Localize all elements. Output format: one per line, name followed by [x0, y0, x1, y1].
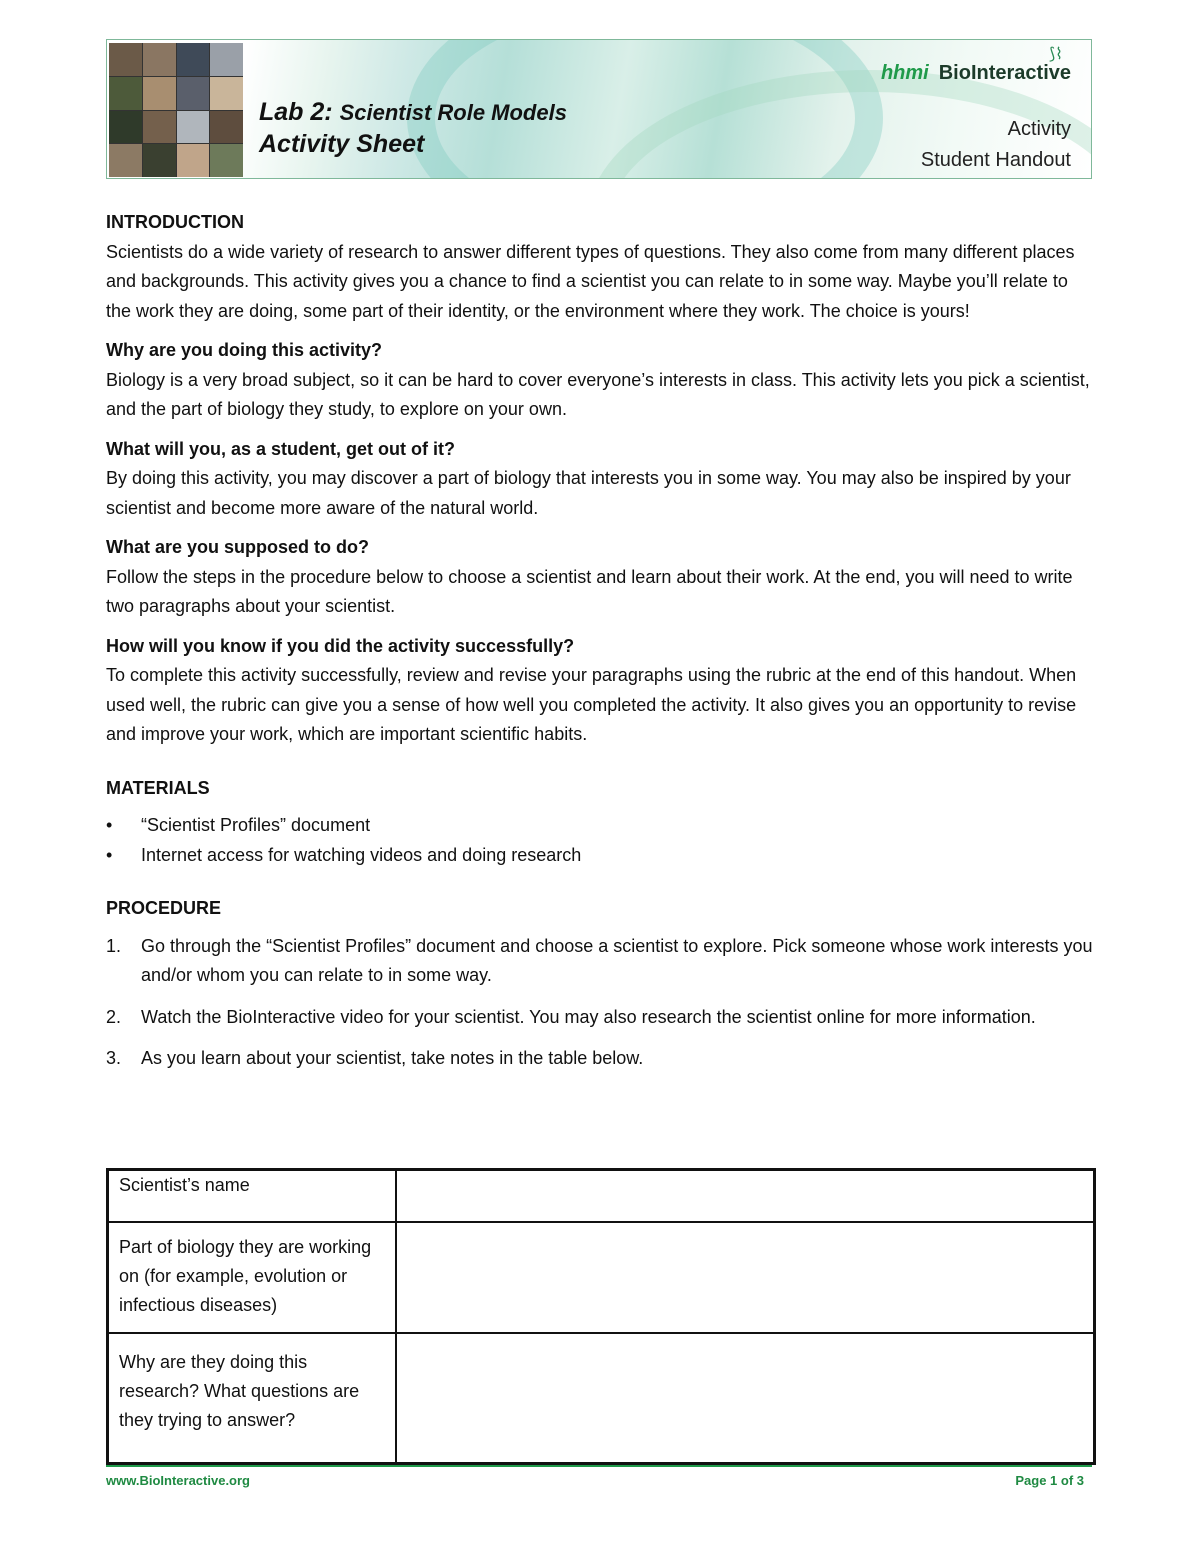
introduction-text: Scientists do a wide variety of research to answer different types of questions. They also come from many different places and backgrounds. This activity gives you a chance to find a scientist you can relate to in some way. Maybe you’ll relate to the work they are doing, some part of their identity, or the environment where they work. The choice is yours! — [106, 241, 1075, 321]
list-item — [106, 841, 1096, 871]
introduction-section — [106, 208, 1096, 326]
question-section — [106, 336, 1096, 425]
material-text: “Scientist Profiles” document — [141, 815, 371, 835]
gecko-logo-icon: ⟆⌇ — [1048, 46, 1063, 63]
question-section — [106, 533, 1096, 622]
document-type — [921, 114, 1071, 176]
brand-biointeractive: BioInteractive — [938, 62, 1071, 84]
question-heading: Why are you doing this activity? — [106, 340, 383, 360]
brand-hhmi: hhmi — [880, 62, 929, 84]
question-answer: Follow the steps in the procedure below to choose a scientist and learn about their work. At the end, you will need to write two paragraphs about your scientist. — [106, 566, 1073, 616]
step-number: 2. — [106, 1006, 122, 1027]
table-label-cell: Scientist’s name — [108, 1170, 396, 1222]
step-text: Watch the BioInteractive video for your scientist. You may also research the scientist online for more information. — [141, 1006, 1036, 1027]
question-answer: Biology is a very broad subject, so it can be hard to cover everyone’s interests in class. This activity lets you pick a scientist, and the part of biology they study, to explore on your own. — [106, 369, 1090, 419]
question-answer: To complete this activity successfully, review and revise your paragraphs using the rubric at the end of this handout. When used well, the rubric can give you a sense of how well you completed the activity. It also gives you an opportunity to revise and improve your work, which are important scientific habits. — [106, 665, 1077, 744]
question-section — [106, 435, 1096, 524]
table-row — [108, 1170, 1095, 1222]
table-row — [108, 1222, 1095, 1333]
step-text: As you learn about your scientist, take notes in the table below. — [141, 1048, 644, 1068]
list-item — [106, 811, 1096, 841]
question-heading: What are you supposed to do? — [106, 537, 370, 557]
table-answer-cell[interactable] — [396, 1170, 1095, 1222]
document-type-line2: Student Handout — [920, 149, 1071, 171]
question-heading: How will you know if you did the activity successfully? — [106, 635, 575, 656]
step-number: 1. — [106, 935, 122, 956]
bullet-icon: • — [106, 815, 113, 835]
scientist-photo-collage — [109, 43, 243, 177]
header-banner — [106, 39, 1092, 179]
page-number: Page 1 of 3 — [1015, 1473, 1084, 1488]
table-label-cell: Why are they doing this research? What questions are they trying to answer? — [108, 1333, 396, 1464]
lab-title — [259, 98, 567, 127]
step-text: Go through the “Scientist Profiles” document and choose a scientist to explore. Pick someone whose work interests you and/or whom you can relate to in some way. — [141, 935, 1093, 985]
procedure-section — [106, 894, 1096, 1074]
bullet-icon: • — [106, 844, 113, 865]
introduction-heading: INTRODUCTION — [106, 212, 244, 232]
activity-sheet-title: Activity Sheet — [259, 130, 425, 158]
procedure-heading: PROCEDURE — [106, 898, 222, 918]
procedure-step — [106, 932, 1096, 991]
brand-logo — [881, 62, 1071, 85]
table-answer-cell[interactable] — [396, 1333, 1095, 1464]
table-row — [108, 1333, 1095, 1464]
step-number: 3. — [106, 1048, 122, 1068]
lab-label: Lab 2: — [259, 98, 333, 126]
page-footer — [106, 1465, 1092, 1488]
table-label-cell: Part of biology they are working on (for example, evolution or infectious diseases) — [108, 1222, 396, 1333]
procedure-step — [106, 1003, 1096, 1033]
table-answer-cell[interactable] — [396, 1222, 1095, 1333]
procedure-list — [106, 932, 1096, 1074]
footer-url-link[interactable]: www.BioInteractive.org — [106, 1473, 250, 1488]
materials-list — [106, 811, 1096, 870]
question-section — [106, 632, 1096, 750]
materials-heading: MATERIALS — [106, 777, 210, 798]
question-heading: What will you, as a student, get out of it? — [106, 438, 455, 459]
procedure-step — [106, 1044, 1096, 1074]
question-answer: By doing this activity, you may discover a part of biology that interests you in some way. You may also be inspired by your scientist and become more aware of the natural world. — [106, 468, 1071, 518]
lab-subtitle: Scientist Role Models — [339, 100, 567, 125]
document-type-line1: Activity — [1007, 118, 1071, 140]
notes-table — [106, 1168, 1096, 1465]
document-body — [106, 208, 1096, 1086]
materials-section — [106, 774, 1096, 871]
material-text: Internet access for watching videos and doing research — [141, 844, 582, 865]
